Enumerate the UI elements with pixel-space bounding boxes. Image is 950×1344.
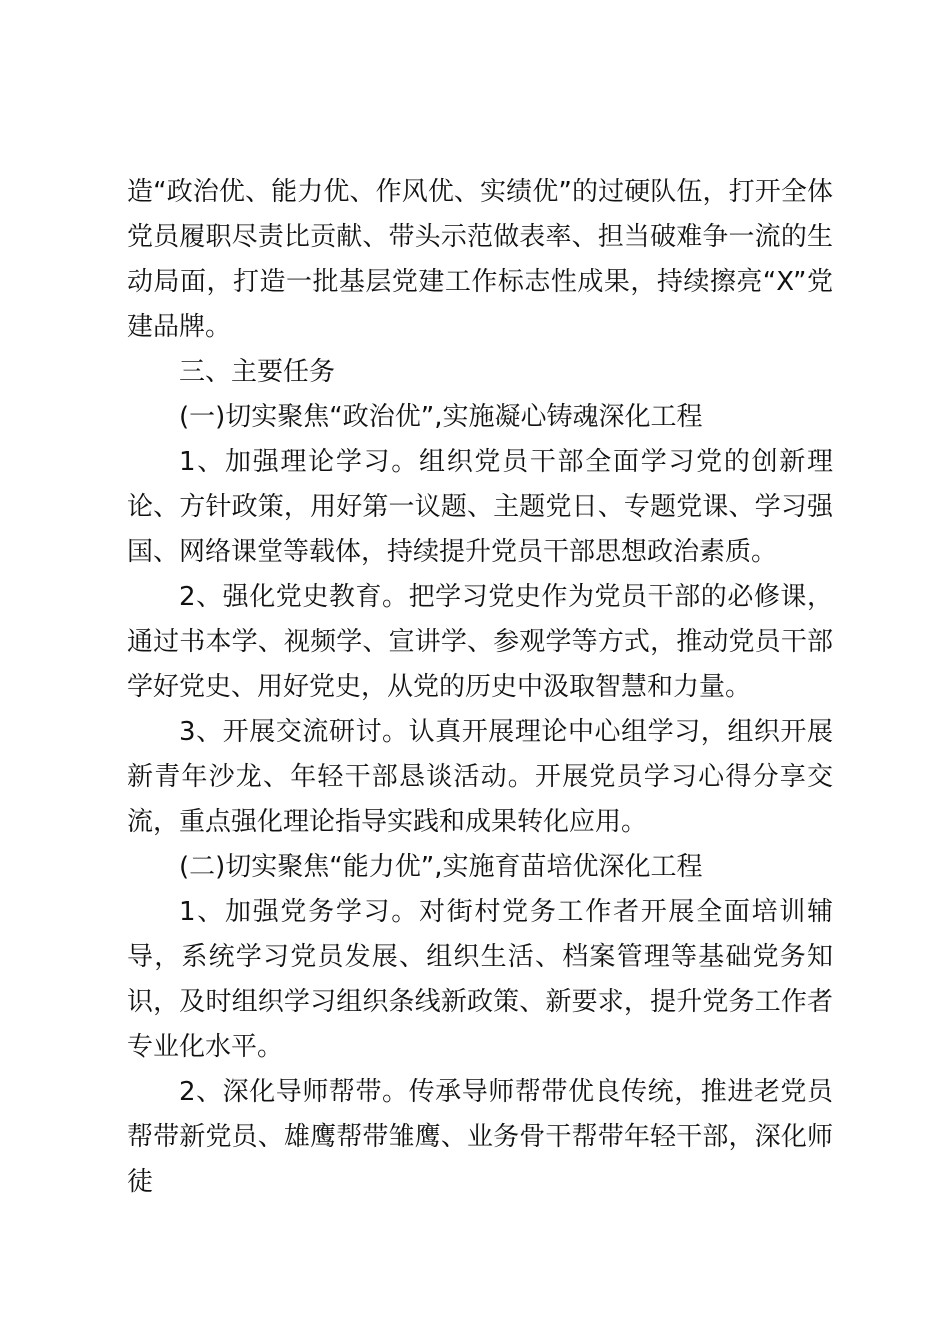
paragraph-exchange-discussion: 3、开展交流研讨。认真开展理论中心组学习，组织开展新青年沙龙、年轻干部恳谈活动。开展党员学习心得分享交流，重点强化理论指导实践和成果转化应用。 — [127, 717, 833, 837]
subsection-heading-political: (一)切实聚焦“政治优”,实施凝心铸魂深化工程 — [179, 402, 703, 432]
section-heading-main-tasks: 三、主要任务 — [179, 357, 336, 387]
paragraph-theory-study: 1、加强理论学习。组织党员干部全面学习党的创新理论、方针政策，用好第一议题、主题党日、专题党课、学习强国、网络课堂等载体，持续提升党员干部思想政治素质。 — [127, 447, 833, 567]
paragraph-party-history: 2、强化党史教育。把学习党史作为党员干部的必修课，通过书本学、视频学、宣讲学、参观学等方式，推动党员干部学好党史、用好党史，从党的历史中汲取智慧和力量。 — [127, 582, 833, 702]
paragraph-intro-continuation: 造“政治优、能力优、作风优、实绩优”的过硬队伍，打开全体党员履职尽责比贡献、带头示范做表率、担当破难争一流的生动局面，打造一批基层党建工作标志性成果，持续擦亮“X”党建品牌。 — [127, 177, 833, 342]
subsection-heading-ability: (二)切实聚焦“能力优”,实施育苗培优深化工程 — [179, 852, 703, 882]
paragraph-mentor-guidance: 2、深化导师帮带。传承导师帮带优良传统，推进老党员帮带新党员、雄鹰帮带雏鹰、业务骨干帮带年轻干部，深化师徒 — [127, 1077, 833, 1197]
document-body — [127, 170, 833, 1205]
paragraph-party-affairs-study: 1、加强党务学习。对街村党务工作者开展全面培训辅导，系统学习党员发展、组织生活、档案管理等基础党务知识，及时组织学习组织条线新政策、新要求，提升党务工作者专业化水平。 — [127, 897, 833, 1062]
